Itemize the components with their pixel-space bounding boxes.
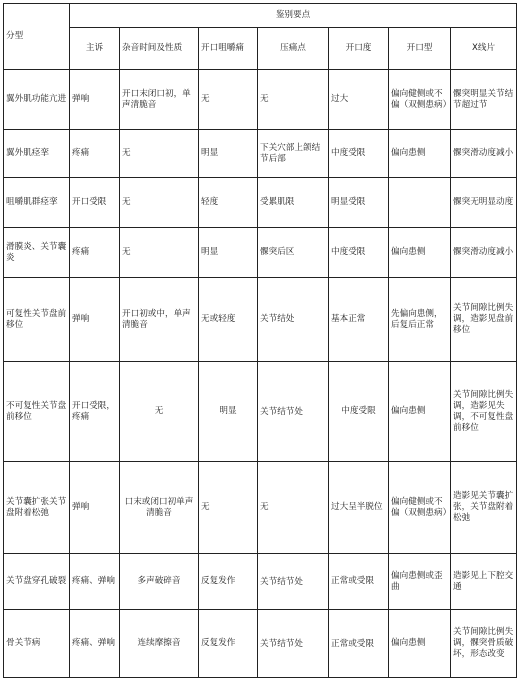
- table-cell: 反复发作: [199, 554, 258, 610]
- table-row: [4, 610, 517, 678]
- table-cell: 偏向患侧: [389, 610, 451, 678]
- column-header: 压痛点: [258, 28, 329, 70]
- table-cell: 开口初或中，单声清脆音: [120, 278, 199, 362]
- column-header: X线片: [451, 28, 517, 70]
- table-cell: 关节结节处: [258, 554, 329, 610]
- table-cell: 正常或受限: [329, 554, 389, 610]
- table-cell: 偏向患侧: [389, 228, 451, 278]
- table-cell: 中度受限: [329, 228, 389, 278]
- table-cell: 造影见关节囊扩张，关节盘附着松弛: [451, 462, 517, 554]
- table-cell: 中度受限: [329, 362, 389, 462]
- column-header: 主诉: [70, 28, 120, 70]
- table-cell: 关节间隙比例失调，造影见盘前移位: [451, 278, 517, 362]
- row-type: 咀嚼肌群痉挛: [4, 178, 70, 228]
- table-cell: 明显: [199, 362, 258, 462]
- column-header: 杂音时间及性质: [120, 28, 199, 70]
- table-cell: 口末或闭口初单声清脆音: [120, 462, 199, 554]
- table-cell: 基本正常: [329, 278, 389, 362]
- table-cell: 无: [120, 362, 199, 462]
- table-cell: 髁突滑动度减小: [451, 130, 517, 178]
- table-cell: 正常或受限: [329, 610, 389, 678]
- table-cell: 髁突滑动度减小: [451, 228, 517, 278]
- row-type: 骨关节病: [4, 610, 70, 678]
- table-cell: 多声破碎音: [120, 554, 199, 610]
- table-cell: 过大呈半脱位: [329, 462, 389, 554]
- type-header: 分型: [4, 4, 70, 70]
- table-row: [4, 554, 517, 610]
- row-type: 翼外肌功能亢进: [4, 70, 70, 130]
- table-cell: 偏向健侧或不偏（双侧患病）: [389, 70, 451, 130]
- table-cell: 下关穴部上颌结节后部: [258, 130, 329, 178]
- table-row: [4, 278, 517, 362]
- table-cell: 疼痛、弹响: [70, 610, 120, 678]
- table-cell: 中度受限: [329, 130, 389, 178]
- table-cell: 无: [199, 70, 258, 130]
- table-cell: 髁突明显关节结节超过节: [451, 70, 517, 130]
- table-cell: 无: [258, 462, 329, 554]
- table-cell: 偏向健侧或不偏（双侧患病）: [389, 462, 451, 554]
- table-cell: 无: [120, 178, 199, 228]
- table-cell: 无: [199, 462, 258, 554]
- table-cell: 弹响: [70, 278, 120, 362]
- table-cell: 髁突无明显动度: [451, 178, 517, 228]
- group-header: 鉴别要点: [70, 4, 517, 28]
- column-header: 开口咀嚼痛: [199, 28, 258, 70]
- table-cell: 开口受限，疼痛: [70, 362, 120, 462]
- row-type: 不可复性关节盘前移位: [4, 362, 70, 462]
- table-row: [4, 462, 517, 554]
- table-cell: 连续摩擦音: [120, 610, 199, 678]
- table-cell: 偏向患侧: [389, 130, 451, 178]
- header-row-group: [4, 4, 517, 28]
- table-cell: 髁突后区: [258, 228, 329, 278]
- row-type: 关节盘穿孔破裂: [4, 554, 70, 610]
- table-cell: 无或轻度: [199, 278, 258, 362]
- table-cell: 轻度: [199, 178, 258, 228]
- table-cell: 疼痛、弹响: [70, 554, 120, 610]
- table-cell: 无: [120, 228, 199, 278]
- row-type: 可复性关节盘前移位: [4, 278, 70, 362]
- table-cell: 疼痛: [70, 228, 120, 278]
- table-cell: 疼痛: [70, 130, 120, 178]
- table-cell: 反复发作: [199, 610, 258, 678]
- table-cell: 无: [258, 70, 329, 130]
- table-cell: 关节结处: [258, 278, 329, 362]
- table-cell: 明显: [199, 228, 258, 278]
- table-cell: 开口受限: [70, 178, 120, 228]
- column-header: 开口度: [329, 28, 389, 70]
- table-cell: 造影见上下腔交通: [451, 554, 517, 610]
- row-type: 翼外肌痉挛: [4, 130, 70, 178]
- document-page: [3, 3, 517, 678]
- table-cell: 偏向患侧: [389, 362, 451, 462]
- table-row: [4, 228, 517, 278]
- table-cell: 过大: [329, 70, 389, 130]
- table-row: [4, 70, 517, 130]
- table-cell: 明显: [199, 130, 258, 178]
- table-cell: 关节间隙比例失调，髁突骨质破坏，形态改变: [451, 610, 517, 678]
- table-cell: 先偏向患侧，后复后正常: [389, 278, 451, 362]
- table-cell: 偏向患侧或歪曲: [389, 554, 451, 610]
- table-cell: 弹响: [70, 462, 120, 554]
- column-header: 开口型: [389, 28, 451, 70]
- table-row: [4, 130, 517, 178]
- row-type: 关节囊扩张关节盘附着松弛: [4, 462, 70, 554]
- table-cell: [389, 178, 451, 228]
- table-cell: 无: [120, 130, 199, 178]
- table-cell: 关节间隙比例失调，造影见失调，不可复性盘前移位: [451, 362, 517, 462]
- table-cell: 关节结节处: [258, 610, 329, 678]
- table-cell: 弹响: [70, 70, 120, 130]
- table-cell: 开口末闭口初，单声清脆音: [120, 70, 199, 130]
- table-cell: 明显受限: [329, 178, 389, 228]
- header-row-columns: [4, 28, 517, 70]
- row-type: 滑膜炎、关节囊炎: [4, 228, 70, 278]
- table-cell: 受累肌限: [258, 178, 329, 228]
- table-row: [4, 362, 517, 462]
- table-cell: 关节结节处: [258, 362, 329, 462]
- diagnosis-table: [3, 3, 517, 678]
- table-row: [4, 178, 517, 228]
